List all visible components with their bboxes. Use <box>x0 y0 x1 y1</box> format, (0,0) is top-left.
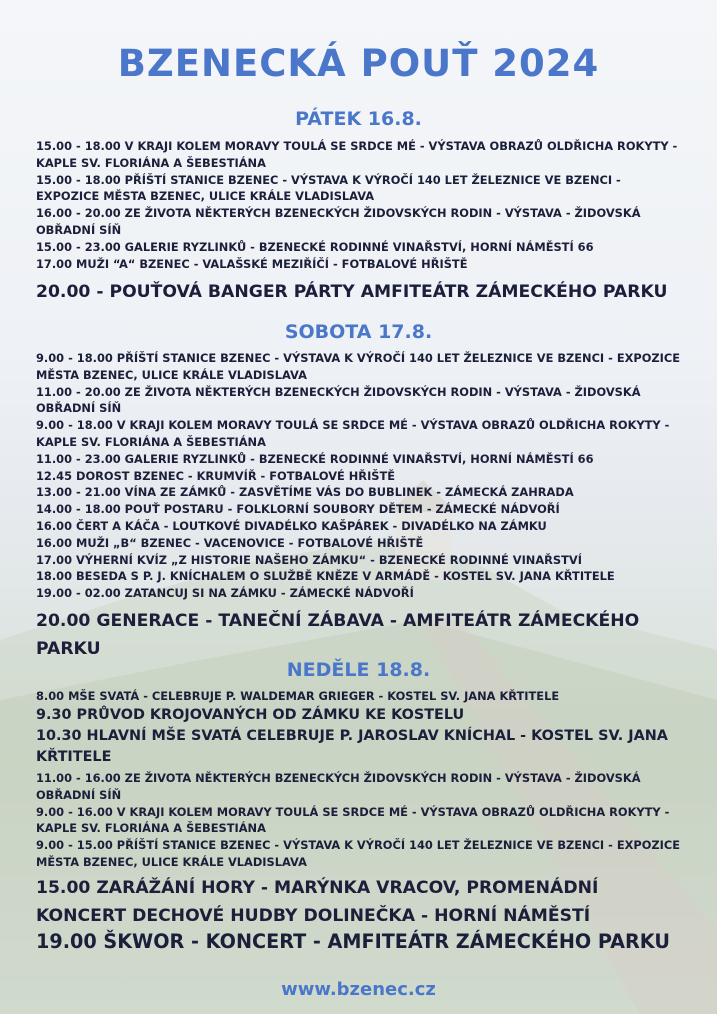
saturday-events <box>36 350 686 602</box>
event-highlight: 19.00 ŠKWOR - KONCERT - AMFITEÁTR ZÁMECKÉHO PARKU <box>36 930 670 953</box>
event-item: 14.00 - 18.00 POUŤ POSTARU - FOLKLORNÍ SOUBORY DĚTEM - ZÁMECKÉ NÁDVOŘÍ <box>36 502 560 517</box>
event-item: 16.00 - 20.00 ZE ŽIVOTA NĚKTERÝCH BZENECKÝCH ŽIDOVSKÝCH RODIN - VÝSTAVA - ŽIDOVSKÁ OBŘADNÍ SÍŇ <box>36 206 641 237</box>
event-item: 16.00 ČERT A KÁČA - LOUTKOVÉ DIVADÉLKO KAŠPÁREK - DIVADÉLKO NA ZÁMKU <box>36 518 547 533</box>
sunday-mid-highlights <box>36 705 686 768</box>
event-highlight: 10.30 HLAVNÍ MŠE SVATÁ CELEBRUJE P. JAROSLAV KNÍCHAL - KOSTEL SV. JANA KŘTITELE <box>36 728 668 765</box>
event-item: 17.00 MUŽI “A“ BZENEC - VALAŠSKÉ MEZIŘÍČÍ - FOTBALOVÉ HŘIŠTĚ <box>36 256 468 271</box>
day-heading-friday: PÁTEK 16.8. <box>295 108 422 130</box>
event-item: 13.00 - 21.00 VÍNA ZE ZÁMKŮ - ZASVĚTÍME VÁS DO BUBLINEK - ZÁMECKÁ ZAHRADA <box>36 485 574 500</box>
sunday-events <box>36 770 686 871</box>
day-heading-sunday: NEDĚLE 18.8. <box>286 659 431 681</box>
event-item: 9.00 - 18.00 V KRAJI KOLEM MORAVY TOULÁ SE SRDCE MÉ - VÝSTAVA OBRAZŮ OLDŘICHA ROKYTY - KAPLE SV. FLORIÁNA A ŠEBESTIÁNA <box>36 418 670 449</box>
event-item: 11.00 - 20.00 ZE ŽIVOTA NĚKTERÝCH BZENECKÝCH ŽIDOVSKÝCH RODIN - VÝSTAVA - ŽIDOVSKÁ OBŘADNÍ SÍŇ <box>36 384 641 416</box>
event-item: 15.00 - 18.00 V KRAJI KOLEM MORAVY TOULÁ SE SRDCE MÉ - VÝSTAVA OBRAZŮ OLDŘICHA ROKYTY - KAPLE SV. FLORIÁNA A ŠEBESTIÁNA <box>36 139 678 170</box>
event-item: 11.00 - 16.00 ZE ŽIVOTA NĚKTERÝCH BZENECKÝCH ŽIDOVSKÝCH RODIN - VÝSTAVA - ŽIDOVSKÁ OBŘADNÍ SÍŇ <box>36 771 641 802</box>
poster-title: BZENECKÁ POUŤ 2024 <box>117 42 600 85</box>
event-item: 11.00 - 23.00 GALERIE RYZLINKŮ - BZENECKÉ RODINNÉ VINAŘSTVÍ, HORNÍ NÁMĚSTÍ 66 <box>36 451 594 466</box>
event-highlight: 15.00 ZARÁŽÁNÍ HORY - MARÝNKA VRACOV, PROMENÁDNÍ KONCERT DECHOVÉ HUDBY DOLINEČKA - HORNÍ NÁMĚSTÍ <box>36 878 599 926</box>
event-item: 9.00 - 18.00 PŘÍŠTÍ STANICE BZENEC - VÝSTAVA K VÝROČÍ 140 LET ŽELEZNICE VE BZENCI - EXPOZICE MĚSTA BZENEC, ULICE KRÁLE VLADISLAVA <box>36 351 681 382</box>
friday-events <box>36 138 686 272</box>
friday-highlight-block <box>36 278 686 306</box>
saturday-highlight-block <box>36 607 686 663</box>
event-item: 18.00 BESEDA S P. J. KNÍCHALEM O SLUŽBĚ KNĚZE V ARMÁDĚ - KOSTEL SV. JANA KŘTITELE <box>36 569 615 584</box>
day-heading-saturday: SOBOTA 17.8. <box>284 321 433 343</box>
event-item: 9.00 - 16.00 V KRAJI KOLEM MORAVY TOULÁ SE SRDCE MÉ - VÝSTAVA OBRAZŮ OLDŘICHA ROKYTY - KAPLE SV. FLORIÁNA A ŠEBESTIÁNA <box>36 804 670 836</box>
event-highlight: 9.30 PRŮVOD KROJOVANÝCH OD ZÁMKU KE KOSTELU <box>36 707 465 723</box>
event-item: 15.00 - 23.00 GALERIE RYZLINKŮ - BZENECKÉ RODINNÉ VINAŘSTVÍ, HORNÍ NÁMĚSTÍ 66 <box>36 239 594 254</box>
event-item: 9.00 - 15.00 PŘÍŠTÍ STANICE BZENEC - VÝSTAVA K VÝROČÍ 140 LET ŽELEZNICE VE BZENCI - EXPOZICE MĚSTA BZENEC, ULICE KRÁLE VLADISLAVA <box>36 838 681 869</box>
sunday-events-top <box>36 688 686 705</box>
website-link[interactable]: www.bzenec.cz <box>281 979 436 1000</box>
sunday-highlight-b-block <box>36 927 686 956</box>
event-item: 15.00 - 18.00 PŘÍŠTÍ STANICE BZENEC - VÝSTAVA K VÝROČÍ 140 LET ŽELEZNICE VE BZENCI - EXPOZICE MĚSTA BZENEC, ULICE KRÁLE VLADISLAVA <box>36 172 621 204</box>
event-highlight: 20.00 - POUŤOVÁ BANGER PÁRTY AMFITEÁTR ZÁMECKÉHO PARKU <box>36 282 668 302</box>
event-item: 19.00 - 02.00 ZATANCUJ SI NA ZÁMKU - ZÁMECKÉ NÁDVOŘÍ <box>36 586 414 601</box>
event-item: 8.00 MŠE SVATÁ - CELEBRUJE P. WALDEMAR GRIEGER - KOSTEL SV. JANA KŘTITELE <box>36 689 560 703</box>
event-highlight: 20.00 GENERACE - TANEČNÍ ZÁBAVA - AMFITEÁTR ZÁMECKÉHO PARKU <box>36 611 640 659</box>
sunday-highlight-a-block <box>36 874 686 930</box>
event-item: 16.00 MUŽI „B“ BZENEC - VACENOVICE - FOTBALOVÉ HŘIŠTĚ <box>36 535 424 550</box>
event-item: 17.00 VÝHERNÍ KVÍZ „Z HISTORIE NAŠEHO ZÁMKU“ - BZENECKÉ RODINNÉ VINAŘSTVÍ <box>36 552 582 567</box>
event-item: 12.45 DOROST BZENEC - KRUMVÍŘ - FOTBALOVÉ HŘIŠTĚ <box>36 468 396 483</box>
